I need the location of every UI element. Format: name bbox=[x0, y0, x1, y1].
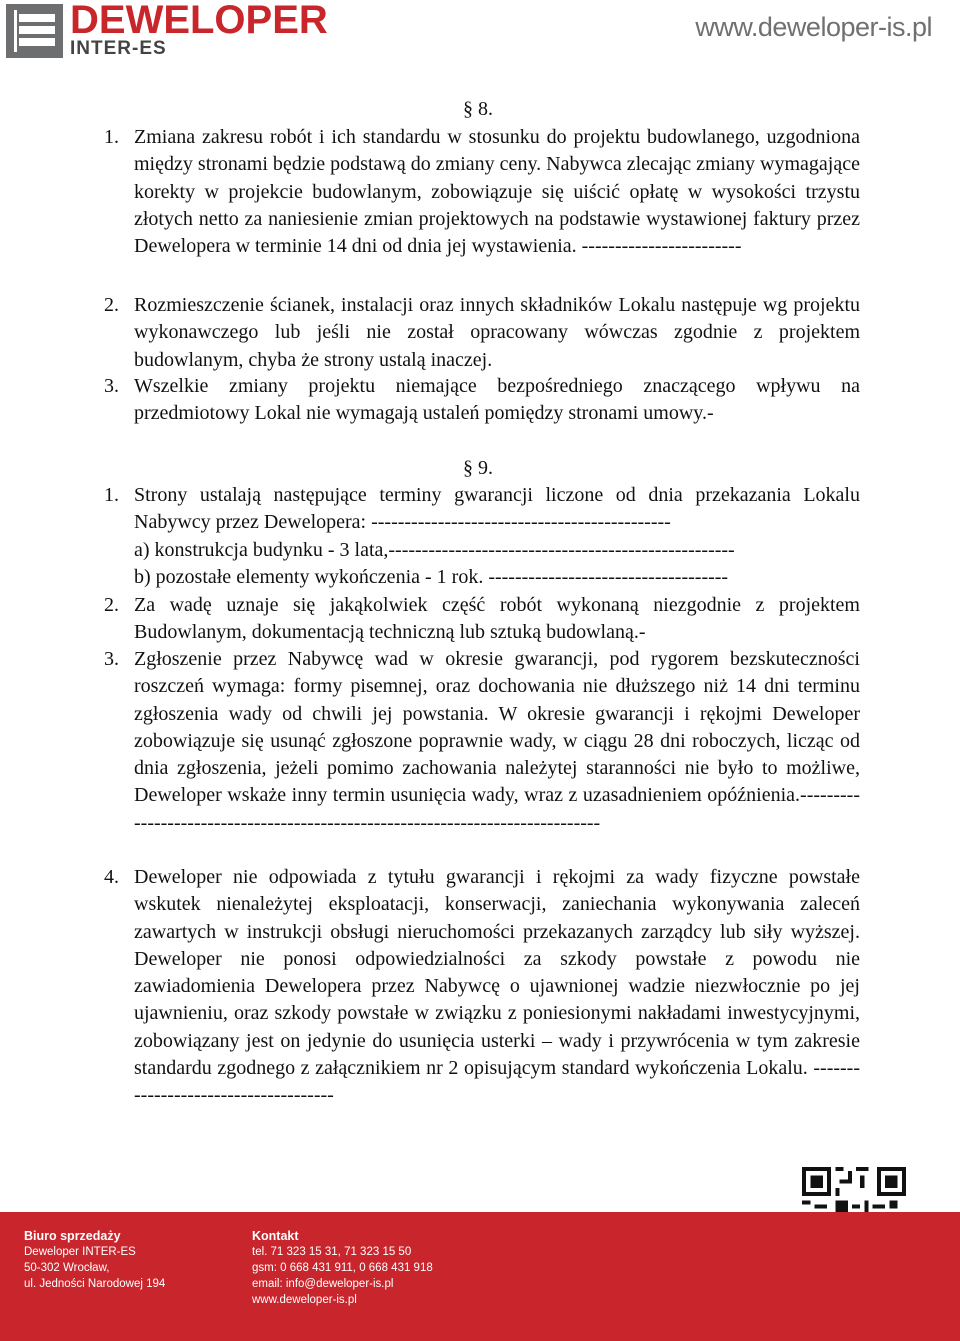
section-9-item-4 bbox=[104, 864, 860, 1110]
footer-sales-office bbox=[24, 1228, 165, 1292]
item-text: Deweloper nie odpowiada z tytułu gwarancji i rękojmi za wady fizyczne powstałe wskutek nienależytej eksploatacji, konserwacji, zaniechania wykonywania zaleceń zawartych w instrukcji obsługi nieruchomości przekazanych zarządcy lub siły wyższej. Deweloper nie ponosi odpowiedzialności za szkody powstałe z powodu nie zawiadomienia Dewelopera przez Nabywcę o ujawnionej wadzie niezwłocznie po jej ujawnieniu, oraz szkody powstałe w związku z poniesionymi nakładami inwestycyjnymi, zobowiązany jest on jedynie do usunięcia usterki – wady i przywrócenia w tym zakresie standardu zgodnego z załącznikiem nr 2 opisującym standard wykończenia Lokalu. ------------------------------------- bbox=[134, 866, 860, 1107]
section-9-item-2 bbox=[104, 592, 860, 647]
item-number: 4. bbox=[104, 866, 119, 888]
section-9-subitem-a: a) konstrukcja budynku - 3 lata,---------------------------------------------------- bbox=[134, 539, 735, 561]
item-text: Za wadę uznaje się jakąkolwiek część robót wykonaną niezgodnie z projektem Budowlanym, dokumentacją techniczną lub sztuką budowlaną.- bbox=[134, 594, 860, 644]
footer-office-heading: Biuro sprzedaży bbox=[24, 1229, 121, 1243]
footer-office-line: Deweloper INTER-ES bbox=[24, 1246, 136, 1258]
section-8-item-2 bbox=[104, 292, 860, 374]
section-9-heading: § 9. bbox=[463, 457, 493, 479]
item-text: Rozmieszczenie ścianek, instalacji oraz innych składników Lokalu następuje wg projektu wykonawczego lub jeśli nie został opracowany wówczas zgodnie z projektem budowlanym, chyba że strony ustalą inaczej. bbox=[134, 294, 860, 371]
footer-office-line: ul. Jedności Narodowej 194 bbox=[24, 1278, 166, 1290]
item-text: Strony ustalają następujące terminy gwarancji liczone od dnia przekazania Lokalu Nabywcy przez Dewelopera: --------------------------------------------- bbox=[134, 484, 860, 534]
item-number: 2. bbox=[104, 594, 119, 616]
section-8-heading: § 8. bbox=[463, 98, 493, 120]
item-number: 1. bbox=[104, 484, 119, 506]
item-number: 1. bbox=[104, 126, 119, 148]
section-9-item-1 bbox=[104, 482, 860, 537]
footer-office-line: 50-302 Wrocław, bbox=[24, 1262, 110, 1274]
item-text: Zgłoszenie przez Nabywcę wad w okresie gwarancji, pod rygorem bezskuteczności roszczeń wymaga: formy pisemnej, oraz dochowania nie dłuższego niż 14 dni terminu zgłoszenia wady od chwili jej powstania. W okresie gwarancji i rękojmi Deweloper zobowiązuje się usunąć zgłoszone poprawnie wady, w ciągu 28 dni roboczych, licząc od dnia zgłoszenia, jeżeli pomimo zachowania należytej staranności nie było to możliwe, Deweloper wskaże inny termin usunięcia wady, wraz z uzasadnieniem opóźnienia.------------------------------------------------------------------------------- bbox=[134, 648, 860, 834]
item-number: 3. bbox=[104, 648, 119, 670]
footer-contact-heading: Kontakt bbox=[252, 1229, 299, 1243]
footer-bar bbox=[0, 1212, 960, 1341]
section-9-item-3 bbox=[104, 646, 860, 837]
section-8-item-1 bbox=[104, 124, 860, 260]
section-9-subitem-b: b) pozostałe elementy wykończenia - 1 rok. ------------------------------------ bbox=[134, 566, 729, 588]
item-number: 3. bbox=[104, 375, 119, 397]
logo-mark-icon bbox=[6, 4, 63, 58]
footer-gsm[interactable]: gsm: 0 668 431 911, 0 668 431 918 bbox=[252, 1262, 433, 1274]
item-text: Zmiana zakresu robót i ich standardu w stosunku do projektu budowlanego, uzgodniona między stronami będzie podstawą do zmiany ceny. Nabywca zlecając zmiany wymagające korekty w projekcie budowlanym, zobowiązuje się uiścić opłatę w wysokości trzystu złotych netto za naniesienie zmian projektowych na podstawie wystawionej faktury przez Dewelopera w terminie 14 dni od dnia jej wystawienia. ------------------------ bbox=[134, 126, 860, 258]
footer-contact bbox=[252, 1228, 433, 1308]
footer-email[interactable]: email: info@deweloper-is.pl bbox=[252, 1278, 394, 1290]
footer-phone[interactable]: tel. 71 323 15 31, 71 323 15 50 bbox=[252, 1246, 412, 1258]
section-8-item-3 bbox=[104, 373, 860, 428]
logo-sub-brand: INTER-ES bbox=[70, 38, 167, 59]
item-number: 2. bbox=[104, 294, 119, 316]
company-logo bbox=[4, 0, 328, 62]
logo-brand-name: DEWELOPER bbox=[70, 0, 328, 42]
footer-website[interactable]: www.deweloper-is.pl bbox=[252, 1294, 357, 1306]
header-website[interactable]: www.deweloper-is.pl bbox=[695, 12, 932, 42]
item-text: Wszelkie zmiany projektu niemające bezpośredniego znaczącego wpływu na przedmiotowy Lokal nie wymagają ustaleń pomiędzy stronami umowy.- bbox=[134, 375, 860, 425]
